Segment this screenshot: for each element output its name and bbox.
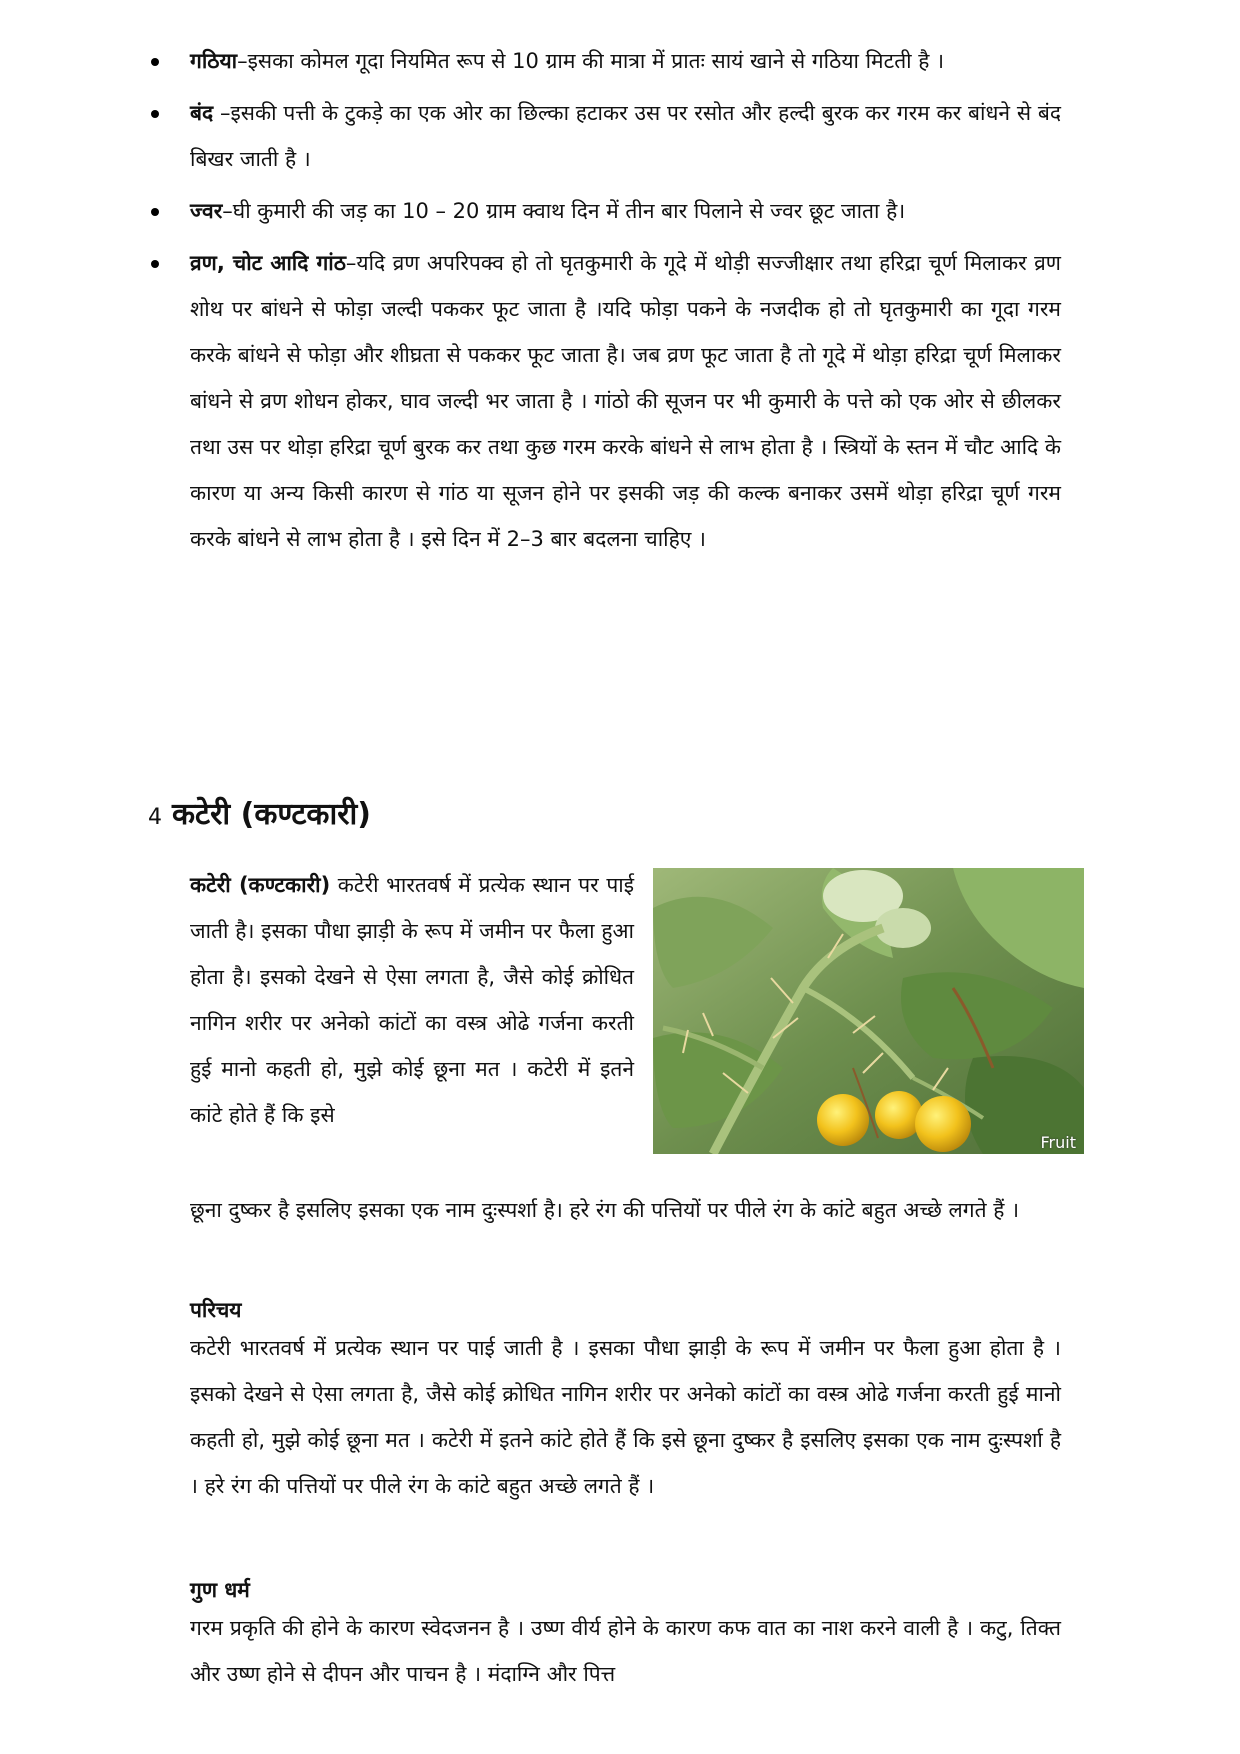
remedy-list <box>148 38 1061 568</box>
subsection-heading: गुण धर्म <box>190 1578 250 1602</box>
list-item-text: –घी कुमारी की जड़ का 10 – 20 ग्राम क्वाथ दिन में तीन बार पिलाने से ज्वर छूट जाता है। <box>222 199 906 223</box>
section-title: कटेरी (कण्टकारी) <box>172 797 371 832</box>
subsection-paragraph: गरम प्रकृति की होने के कारण स्वेदजनन है । उष्ण वीर्य होने के कारण कफ वात का नाश करने वाली है । कटु, तिक्त और उष्ण होने से दीपन और पाचन है । मंदाग्नि और पित्त <box>190 1616 1061 1686</box>
list-item-text: –इसकी पत्ती के टुकड़े का एक ओर का छिल्का हटाकर उस पर रसोत और हल्दी बुरक कर गरम कर बांधने से बंद बिखर जाती है । <box>190 101 1061 171</box>
subsection-heading: परिचय <box>190 1298 242 1322</box>
section-number: 4 <box>148 805 162 830</box>
plant-photo <box>653 868 1084 1154</box>
list-item-text: –इसका कोमल गूदा नियमित रूप से 10 ग्राम की मात्रा में प्रातः सायं खाने से गठिया मिटती है । <box>237 49 945 73</box>
subsection-paragraph: कटेरी भारतवर्ष में प्रत्येक स्थान पर पाई जाती है । इसका पौधा झाड़ी के रूप में जमीन पर फैला हुआ होता है । इसको देखने से ऐसा लगता है, जैसे कोई क्रोधित नागिन शरीर पर अनेको कांटों का वस्त्र ओढे गर्जना करती हुई मानो कहती हो, मुझे कोई छूना मत । कटेरी में इतने कांटे होते हैं कि इसे छूना दुष्कर है इसलिए इसका एक नाम दुःस्पर्शा है । हरे रंग की पत्तियों पर पीले रंग के कांटे बहुत अच्छे लगते हैं । <box>190 1336 1061 1498</box>
intro-term: कटेरी (कण्टकारी) <box>190 873 331 897</box>
list-item-term: गठिया <box>190 49 238 73</box>
list-item-term: बंद <box>190 101 214 125</box>
intro-paragraph-continued: छूना दुष्कर है इसलिए इसका एक नाम दुःस्पर्शा है। हरे रंग की पत्तियों पर पीले रंग के कांटे बहुत अच्छे लगते हैं । <box>190 1198 1020 1222</box>
image-caption: Fruit <box>1040 1133 1076 1152</box>
list-item <box>148 240 1061 562</box>
kantkari-plant-illustration <box>653 868 1084 1154</box>
list-item <box>148 38 1061 84</box>
intro-text: कटेरी भारतवर्ष में प्रत्येक स्थान पर पाई जाती है। इसका पौधा झाड़ी के रूप में जमीन पर फैला हुआ होता है। इसको देखने से ऐसा लगता है, जैसे कोई क्रोधित नागिन शरीर पर अनेको कांटों का वस्त्र ओढे गर्जना करती हुई मानो कहती हो, मुझे कोई छूना मत । कटेरी में इतने कांटे होते हैं कि इसे <box>190 873 635 1127</box>
list-item <box>148 188 1061 234</box>
list-item-text: –यदि व्रण अपरिपक्व हो तो घृतकुमारी के गूदे में थोड़ी सज्जीक्षार तथा हरिद्रा चूर्ण मिलाकर व्रण शोथ पर बांधने से फोड़ा जल्दी पककर फूट जाता है ।यदि फोड़ा पकने के नजदीक हो तो घृतकुमारी का गूदा गरम करके बांधने से फोड़ा और शीघ्रता से पककर फूट जाता है। जब व्रण फूट जाता है तो गूदे में थोड़ा हरिद्रा चूर्ण मिलाकर बांधने से व्रण शोधन होकर, घाव जल्दी भर जाता है । गांठो की सूजन पर भी कुमारी के पत्ते को एक ओर से छीलकर तथा उस पर थोड़ा हरिद्रा चूर्ण बुरक कर तथा कुछ गरम करके बांधने से लाभ होता है । स्त्रियों के स्तन में चौट आदि के कारण या अन्य किसी कारण से गांठ या सूजन होने पर इसकी जड़ की कल्क बनाकर उसमें थोड़ा हरिद्रा चूर्ण गरम करके बांधने से लाभ होता है । इसे दिन में 2–3 बार बदलना चाहिए । <box>190 251 1061 551</box>
list-item-term: व्रण, चोट आदि गांठ <box>190 251 346 275</box>
section-heading <box>148 795 371 838</box>
list-item-term: ज्वर <box>190 199 223 223</box>
intro-paragraph <box>190 862 634 1138</box>
list-item <box>148 90 1061 182</box>
